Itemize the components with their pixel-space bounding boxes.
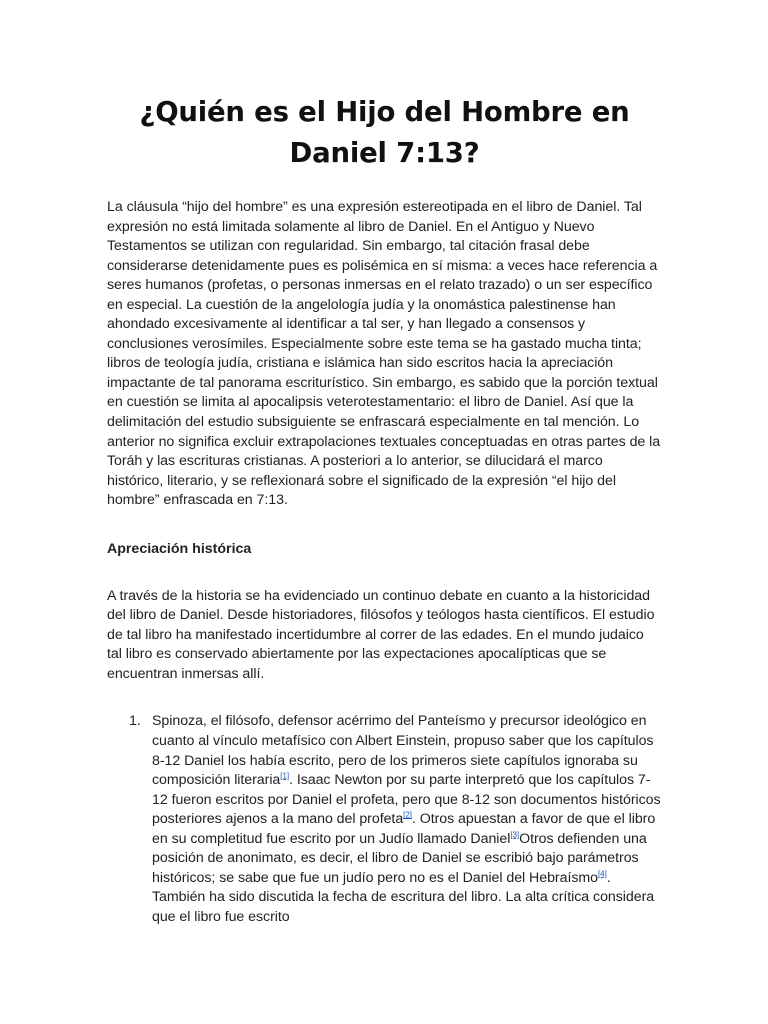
list-item-text-d: Otros defienden una posición de anonimato, es decir, el libro de Daniel se escribió bajo parámetros históricos; se sabe que fue un judío pero no es el Daniel del Hebraísmo bbox=[152, 830, 647, 886]
list-item-number: 1. bbox=[129, 713, 141, 730]
footnote-ref-1[interactable] bbox=[280, 771, 289, 780]
list-item-text-c: . Otros apuestan a favor de que el libro en su completitud fue escrito por un Judío llamado Daniel bbox=[152, 811, 656, 847]
footnote-link-2[interactable]: [2] bbox=[403, 810, 412, 820]
footnote-link-3[interactable]: [3] bbox=[510, 830, 520, 840]
list-item-text-a: Spinoza, el filósofo, defensor acérrimo del Panteísmo y precursor ideológico en cuanto al vínculo metafísico con Albert Einstein, propuso saber que los capítulos 8-12 Daniel los había escrito, pero de los primeros siete capítulos ignoraba su composición literaria bbox=[152, 713, 654, 789]
footnote-ref-3[interactable] bbox=[510, 830, 519, 839]
footnote-ref-2[interactable] bbox=[403, 810, 412, 819]
page-title: ¿Quién es el Hijo del Hombre en Daniel 7:13? bbox=[139, 96, 630, 169]
history-paragraph: A través de la historia se ha evidenciado un continuo debate en cuanto a la historicidad del libro de Daniel. Desde historiadores, filósofos y teólogos hasta científicos. El estudio de tal libro ha manifestado incertidumbre al correr de las edades. En el mundo judaico tal libro es conservado abiertamente por las expectaciones apocalípticas que se encuentran inmersas allí. bbox=[107, 587, 655, 682]
footnote-ref-4[interactable] bbox=[598, 869, 607, 878]
intro-paragraph: La cláusula “hijo del hombre” es una expresión estereotipada en el libro de Daniel. Tal expresión no está limitada solamente al libro de Daniel. En el Antiguo y Nuevo Testamentos se utilizan con regularidad. Sin embargo, tal citación frasal debe considerarse detenidamente pues es polisémica en sí misma: a veces hace referencia a seres humanos (profetas, o personas inmersas en el relato trazado) o un ser específico en especial. La cuestión de la angelología judía y la onomástica palestinense han ahondado excesivamente al identificar a tal ser, y han llegado a consensos y conclusiones verosímiles. Especialmente sobre este tema se ha gastado mucha tinta; libros de teología judía, cristiana e islámica han sido escritos hacia la apreciación impactante de tal panorama escriturístico. Sin embargo, es sabido que la porción textual en cuestión se limita al apocalipsis veterotestamentario: el libro de Daniel. Así que la delimitación del estudio subsiguiente se enfrascará especialmente en tal mención. Lo anterior no significa excluir extrapolaciones textuales conceptuadas en otras partes de la Toráh y las escrituras cristianas. A posteriori a lo anterior, se dilucidará el marco histórico, literario, y se reflexionará sobre el significado de la expresión “el hijo del hombre” enfrascada en 7:13. bbox=[107, 199, 661, 509]
footnote-link-1[interactable]: [1] bbox=[280, 771, 290, 781]
list-item-text-e: . También ha sido discutida la fecha de escritura del libro. La alta crítica considera que el libro fue escrito bbox=[152, 869, 655, 925]
section-heading: Apreciación histórica bbox=[107, 540, 252, 557]
footnote-link-4[interactable]: [4] bbox=[598, 869, 607, 879]
list-item bbox=[107, 712, 662, 927]
numbered-list bbox=[107, 712, 662, 927]
list-item-text-b: . Isaac Newton por su parte interpretó que los capítulos 7-12 fueron escritos por Daniel el profeta, pero que 8-12 son documentos históricos posteriores ajenos a la mano del profeta bbox=[152, 772, 661, 828]
